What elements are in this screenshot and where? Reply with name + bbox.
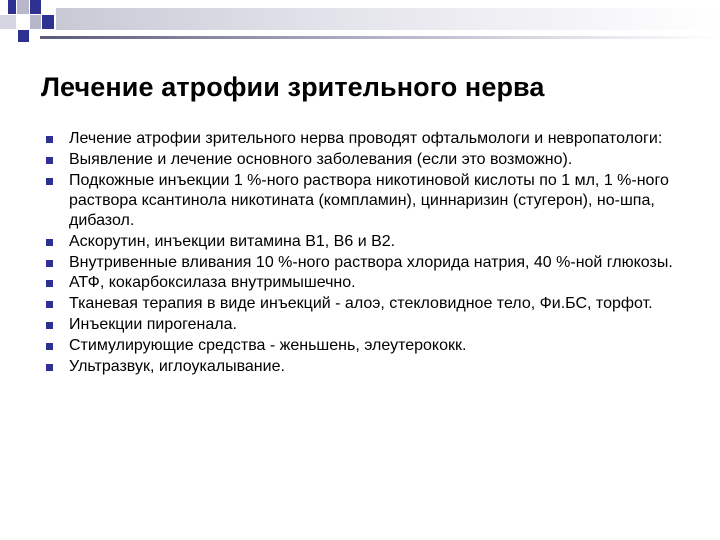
bullet-text: Стимулирующие средства - женьшень, элеутерококк. (69, 336, 467, 354)
bullet-item (46, 129, 686, 149)
square-bullet-icon (46, 157, 53, 164)
bullet-item (46, 171, 686, 232)
bullet-text: Лечение атрофии зрительного нерва проводят офтальмологи и невропатологи: (69, 130, 663, 147)
bullet-text: АТФ, кокарбоксилаза внутримышечно. (69, 274, 356, 292)
decor-square (42, 15, 54, 29)
decor-square (0, 15, 16, 29)
bullet-item (46, 294, 686, 314)
bullet-item (46, 273, 686, 293)
bullet-list (46, 129, 686, 377)
bullet-item (46, 232, 686, 252)
square-bullet-icon (46, 260, 53, 267)
bullet-item (46, 253, 686, 273)
bullet-text: Внутривенные вливания 10 %-ного раствора хлорида натрия, 40 %-ной глюкозы. (69, 253, 673, 271)
square-bullet-icon (46, 364, 53, 371)
square-bullet-icon (46, 178, 53, 185)
decor-square (18, 30, 29, 42)
decor-square (30, 15, 41, 29)
square-bullet-icon (46, 343, 53, 350)
bullet-text: Ультразвук, иглоукалывание. (69, 357, 285, 375)
header-gradient-band (56, 8, 720, 30)
slide-title: Лечение атрофии зрительного нерва (41, 72, 545, 102)
bullet-text: Тканевая терапия в виде инъекций - алоэ, стекловидное тело, Фи.БС, торфот. (69, 295, 653, 313)
square-bullet-icon (46, 322, 53, 329)
header-decoration (0, 0, 720, 48)
square-bullet-icon (46, 280, 53, 287)
bullet-item (46, 336, 686, 356)
bullet-item (46, 357, 686, 377)
bullet-text: Выявление и лечение основного заболевания (если это возможно). (69, 150, 573, 168)
bullet-text: Аскорутин, инъекции витамина В1, В6 и В2. (69, 232, 396, 250)
bullet-item (46, 315, 686, 335)
bullet-text: Подкожные инъекции 1 %-ного раствора никотиновой кислоты по 1 мл, 1 %-ного раствора ксантинола никотината (компламин), циннаризин (стугерон), но-шпа, дибазол. (69, 171, 669, 229)
bullet-text: Инъекции пирогенала. (69, 315, 237, 333)
square-bullet-icon (46, 239, 53, 246)
square-bullet-icon (46, 136, 53, 143)
decor-square (17, 0, 29, 14)
decor-square (30, 0, 41, 14)
decor-square (8, 0, 16, 14)
bullet-item (46, 150, 686, 170)
square-bullet-icon (46, 301, 53, 308)
header-rule (40, 36, 720, 39)
